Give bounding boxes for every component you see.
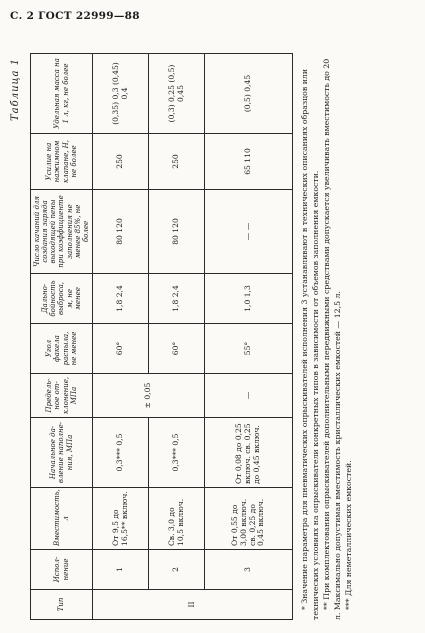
pump-cell: 80 120 [149,190,205,274]
col-header: Число качаний для создания заряда выходящей пены при коэффициенте заполнения не менее 85%, не более [31,190,93,274]
pressure-cell: 0,3*** 0,5 [93,418,149,488]
capacity-cell: От 0,55 до 3,00 включ. св. 0,25 до 0,45 включ. [205,488,293,550]
type-cell: II [93,590,293,620]
col-header: Усилие на нажимном клапане, Н, не более [31,134,93,190]
mass-cell: (0,35) 0,3 (0,45) 0,4 [93,54,149,134]
col-header: Начальное да-вление наполне-ния, МПа [31,418,93,488]
col-header: Предель-ное от-клонение, МПа [31,374,93,418]
deviation-cell: — [205,374,293,418]
pressure-cell: От 0,08 до 0,25 включ. св. 0,25 до 0,45 включ. [205,418,293,488]
footnotes [300,54,356,620]
pump-cell: — — [205,190,293,274]
table-row [93,54,149,620]
angle-cell: 60° [93,324,149,374]
table-header-row [31,54,93,620]
pump-cell: 80 120 [93,190,149,274]
mass-cell: (0,5) 0,45 [205,54,293,134]
variant-cell: 1 [93,550,149,590]
mass-cell: (0,3) 0,25 (0,5) 0,45 [149,54,205,134]
col-header: Дально-бойность выброса, м, не менее [31,274,93,324]
range-cell: 1,0 1,3 [205,274,293,324]
col-header: Тип [31,590,93,620]
footnote: ** При комплектовании опрыскивателей дополнительными передвижными средствами допускается увеличивать вместимость до 20 л. Максимально допустимая вместимость кристаллических емкостей — 12,5 л. [322,58,342,620]
col-header: Вместимость, л [31,488,93,550]
capacity-cell: От 9,5 до 16,5** включ. [93,488,149,550]
table-row [205,54,293,620]
footnote: * Значение параметра для пневматических опрыскивателей исполнения 3 устанавливают в технических описаниях образцов или технических условиях на опрыскиватели конкретных типов в зависимости от объемов заполнения емкости. [300,68,320,620]
spec-table [30,53,293,620]
col-header: Испол-нение [31,550,93,590]
force-cell: 65 110 [205,134,293,190]
force-cell: 250 [149,134,205,190]
page-header: С. 2 ГОСТ 22999—88 [10,10,140,22]
range-cell: 1,8 2,4 [149,274,205,324]
range-cell: 1,8 2,4 [93,274,149,324]
col-header: Удельная масса на 1 л, кг, не более [31,54,93,134]
angle-cell: 60° [149,324,205,374]
deviation-cell: ± 0,05 [93,374,205,418]
variant-cell: 3 [205,550,293,590]
table-row [149,54,205,620]
col-header: Угол факела распыла, не менее [31,324,93,374]
rotated-page [8,52,416,620]
variant-cell: 2 [149,550,205,590]
angle-cell: 55° [205,324,293,374]
footnote: *** Для неметаллических емкостей. [344,460,354,610]
capacity-cell: Св. 3,0 до 10,5 включ. [149,488,205,550]
pressure-cell: 0,3*** 0,5 [149,418,205,488]
table-title: Таблица 1 [10,58,21,122]
force-cell: 250 [93,134,149,190]
